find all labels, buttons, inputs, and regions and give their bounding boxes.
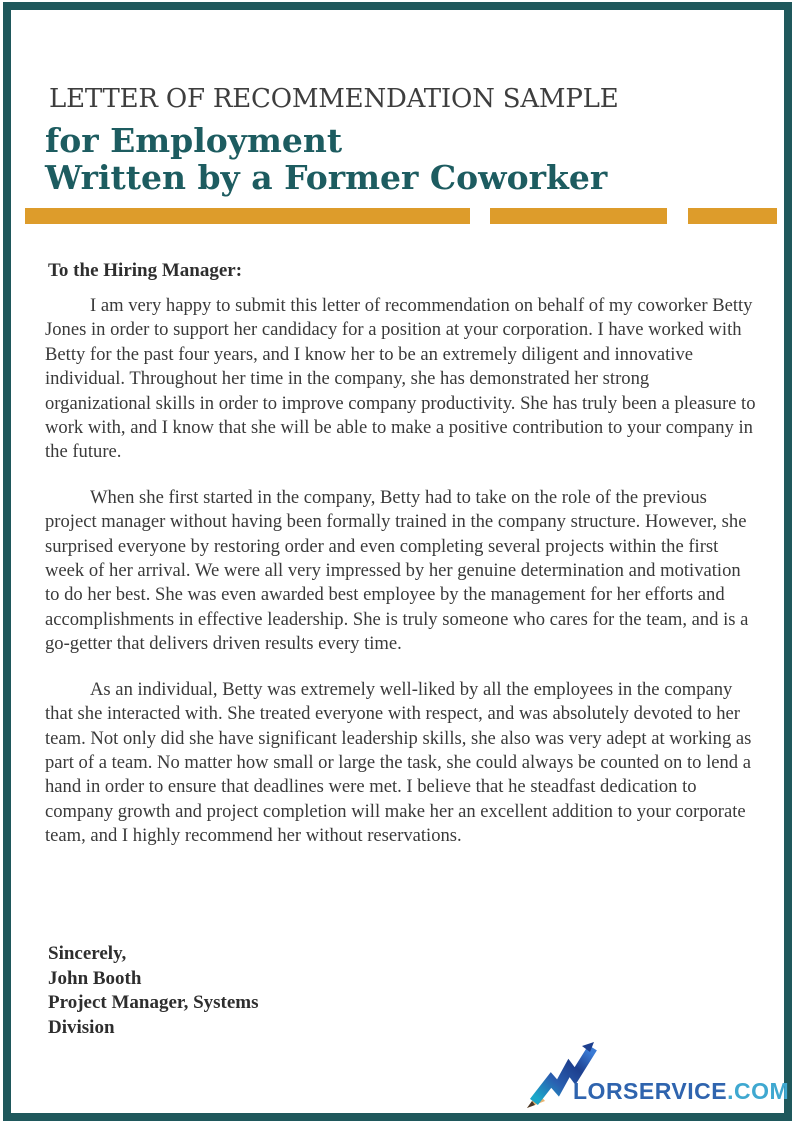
document-main-title: [45, 122, 765, 196]
brand-suffix: .COM: [727, 1078, 790, 1104]
divider-bar-medium: [490, 208, 667, 224]
signature-name: John Booth: [48, 967, 142, 989]
brand-name: LORSERVICE: [573, 1078, 728, 1104]
letter-paragraph-1: I am very happy to submit this letter of recommendation on behalf of my coworker Betty Jones in order to support her candidacy for a position at your corporation. I have worked with Betty for the past four years, and I know her to be an extremely diligent and innovative individual. Throughout her time in the company, she has demonstrated her strong organizational skills in order to improve company productivity. She has truly been a pleasure to work with, and I know that she will be able to make a positive contribution to your company in the future.: [45, 295, 756, 463]
signature-title-line1: Project Manager, Systems: [48, 992, 259, 1014]
divider-bar-short: [688, 208, 777, 224]
letter-paragraph-3: As an individual, Betty was extremely well-liked by all the employees in the company that she interacted with. She treated everyone with respect, and was absolutely devoted to her team. Not only did she have significant leadership skills, she also was very adept at working as part of a team. No matter how small or large the task, she could always be counted on to lend a hand in order to ensure that deadlines were met. I believe that he steadfast dedication to company growth and project completion will make her an excellent addition to your corporate team, and I highly recommend her without reservations.: [45, 678, 752, 847]
main-title-line-1: for Employment: [45, 121, 343, 160]
divider-bar-long: [25, 208, 470, 224]
main-title-line-2: Written by a Former Coworker: [45, 158, 608, 197]
letter-paragraph-2: When she first started in the company, Betty had to take on the role of the previous project manager without having been formally trained in the company structure. However, she surprised everyone by restoring order and even completing several projects within the first week of her arrival. We were all very impressed by her genuine determination and motivation to do her best. She was even awarded best employee by the management for her efforts and accomplishments in effective leadership. She is truly someone who cares for the team, and is a go-getter that delivers driven results every time.: [45, 486, 749, 655]
signature-block: [48, 942, 259, 1041]
letter-salutation: To the Hiring Manager:: [48, 260, 243, 281]
brand-logo: [524, 1034, 790, 1112]
signature-closing: Sincerely,: [48, 943, 127, 964]
signature-title-line2: Division: [48, 1017, 115, 1039]
brand-text: [573, 1078, 789, 1105]
divider-bars: [0, 208, 794, 224]
document-kicker-title: LETTER OF RECOMMENDATION SAMPLE: [49, 84, 619, 114]
letter-body: [45, 294, 757, 870]
